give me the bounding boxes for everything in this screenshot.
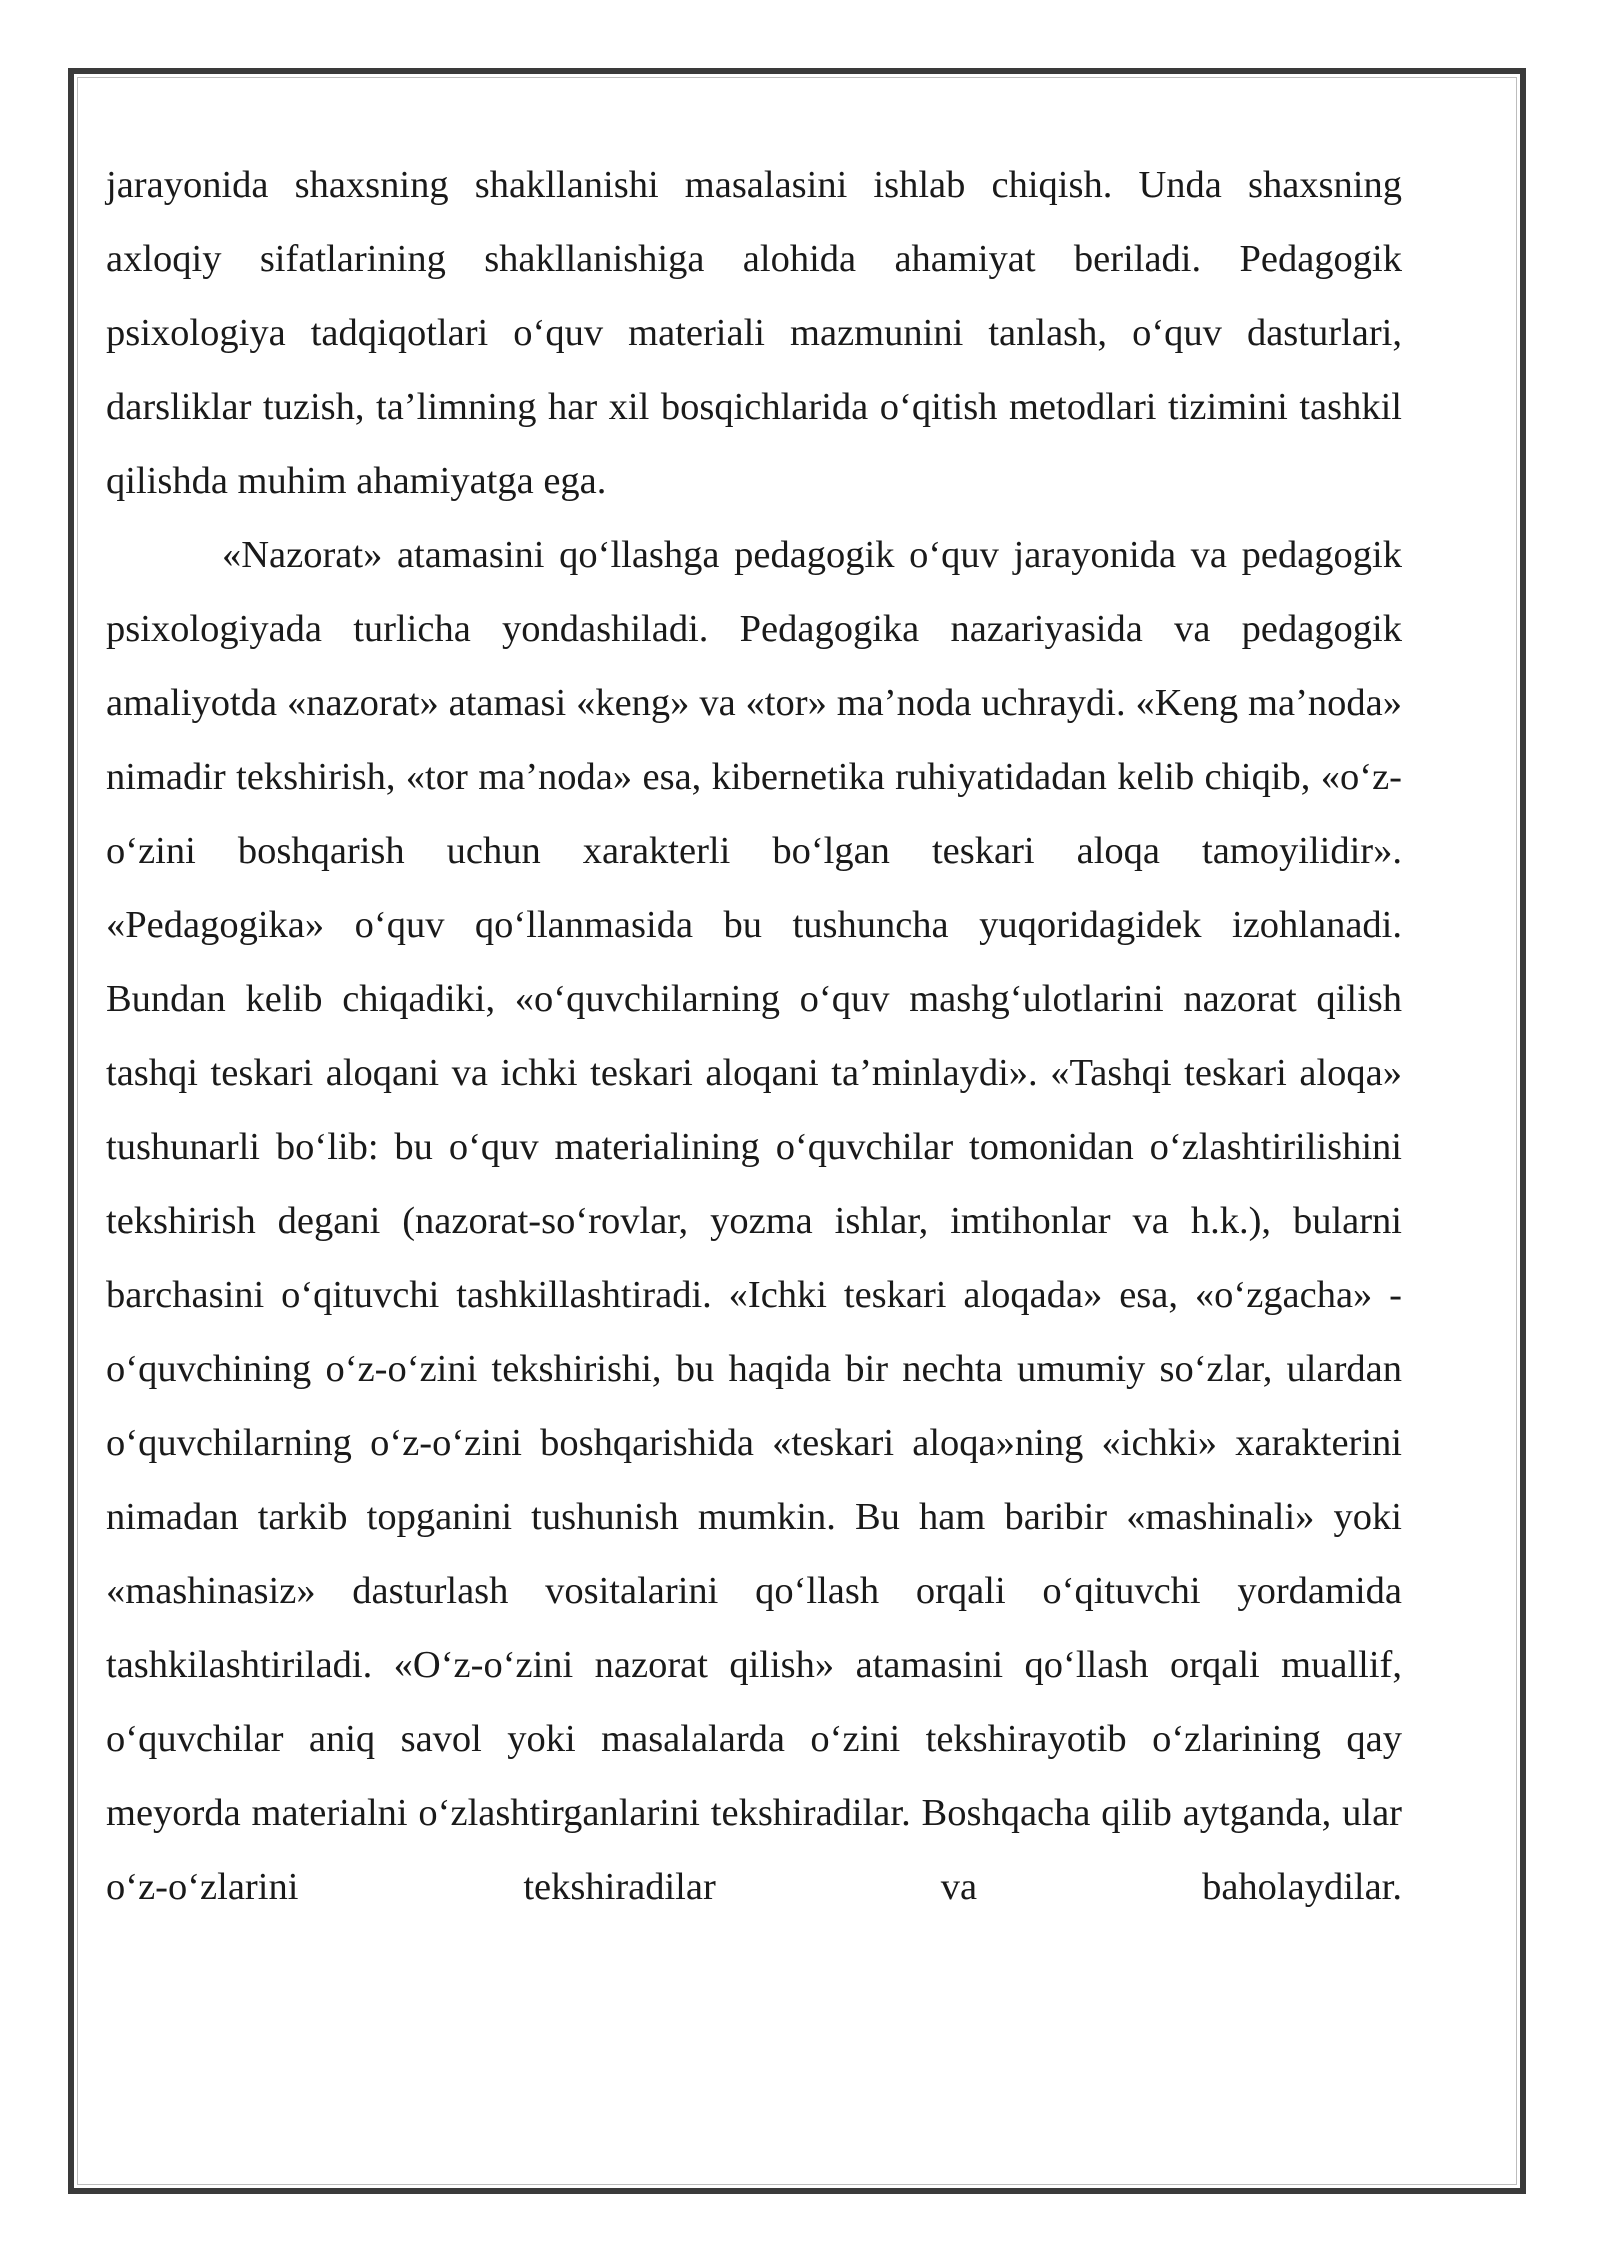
paragraph-2: «Nazorat» atamasini qo‘llashga pedagogik o‘quv jarayonida va pedagogik psixologiyada turlicha yondashiladi. Pedagogika nazariyasida va pedagogik amaliyotda «nazorat» atamasi «keng» va «tor» ma’noda uchraydi. «Keng ma’noda» nimadir tekshirish, «tor ma’noda» esa, kibernetika ruhiyatidadan kelib chiqib, «o‘z-o‘zini boshqarish uchun xarakterli bo‘lgan teskari aloqa tamoyilidir». «Pedagogika» o‘quv qo‘llanmasida bu tushuncha yuqoridagidek izohlanadi. Bundan kelib chiqadiki, «o‘quvchilarning o‘quv mashg‘ulotlarini nazorat qilish tashqi teskari aloqani va ichki teskari aloqani ta’minlaydi». «Tashqi teskari aloqa» tushunarli bo‘lib: bu o‘quv materialining o‘quvchilar tomonidan o‘zlashtirilishini tekshirish degani (nazorat-so‘rovlar, yozma ishlar, imtihonlar va h.k.), bularni barchasini o‘qituvchi tashkillashtiradi. «Ichki teskari aloqada» esa, «o‘zgacha» - o‘quvchining o‘z-o‘zini tekshirishi, bu haqida bir nechta umumiy so‘zlar, ulardan o‘quvchilarning o‘z-o‘zini boshqarishida «teskari aloqa»ning «ichki» xarakterini nimadan tarkib topganini tushunish mumkin. Bu ham baribir «mashinali» yoki «mashinasiz» dasturlash vositalarini qo‘llash orqali o‘qituvchi yordamida tashkilashtiriladi. «O‘z-o‘zini nazorat qilish» atamasini qo‘llash orqali muallif, o‘quvchilar aniq savol yoki masalalarda o‘zini tekshirayotib o‘zlarining qay meyorda materialni o‘zlashtirganlarini tekshiradilar. Boshqacha qilib aytganda, ular o‘z-o‘zlarini tekshiradilar va baholaydilar. [106,534,1402,1908]
paragraph-1: jarayonida shaxsning shakllanishi masalasini ishlab chiqish. Unda shaxsning axloqiy sifatlarining shakllanishiga alohida ahamiyat beriladi. Pedagogik psixologiya tadqiqotlari o‘quv materiali mazmunini tanlash, o‘quv dasturlari, darsliklar tuzish, ta’limning har xil bosqichlarida o‘qitish metodlari tizimini tashkil qilishda muhim ahamiyatga ega. [106,164,1402,502]
document-body [106,148,1402,1924]
